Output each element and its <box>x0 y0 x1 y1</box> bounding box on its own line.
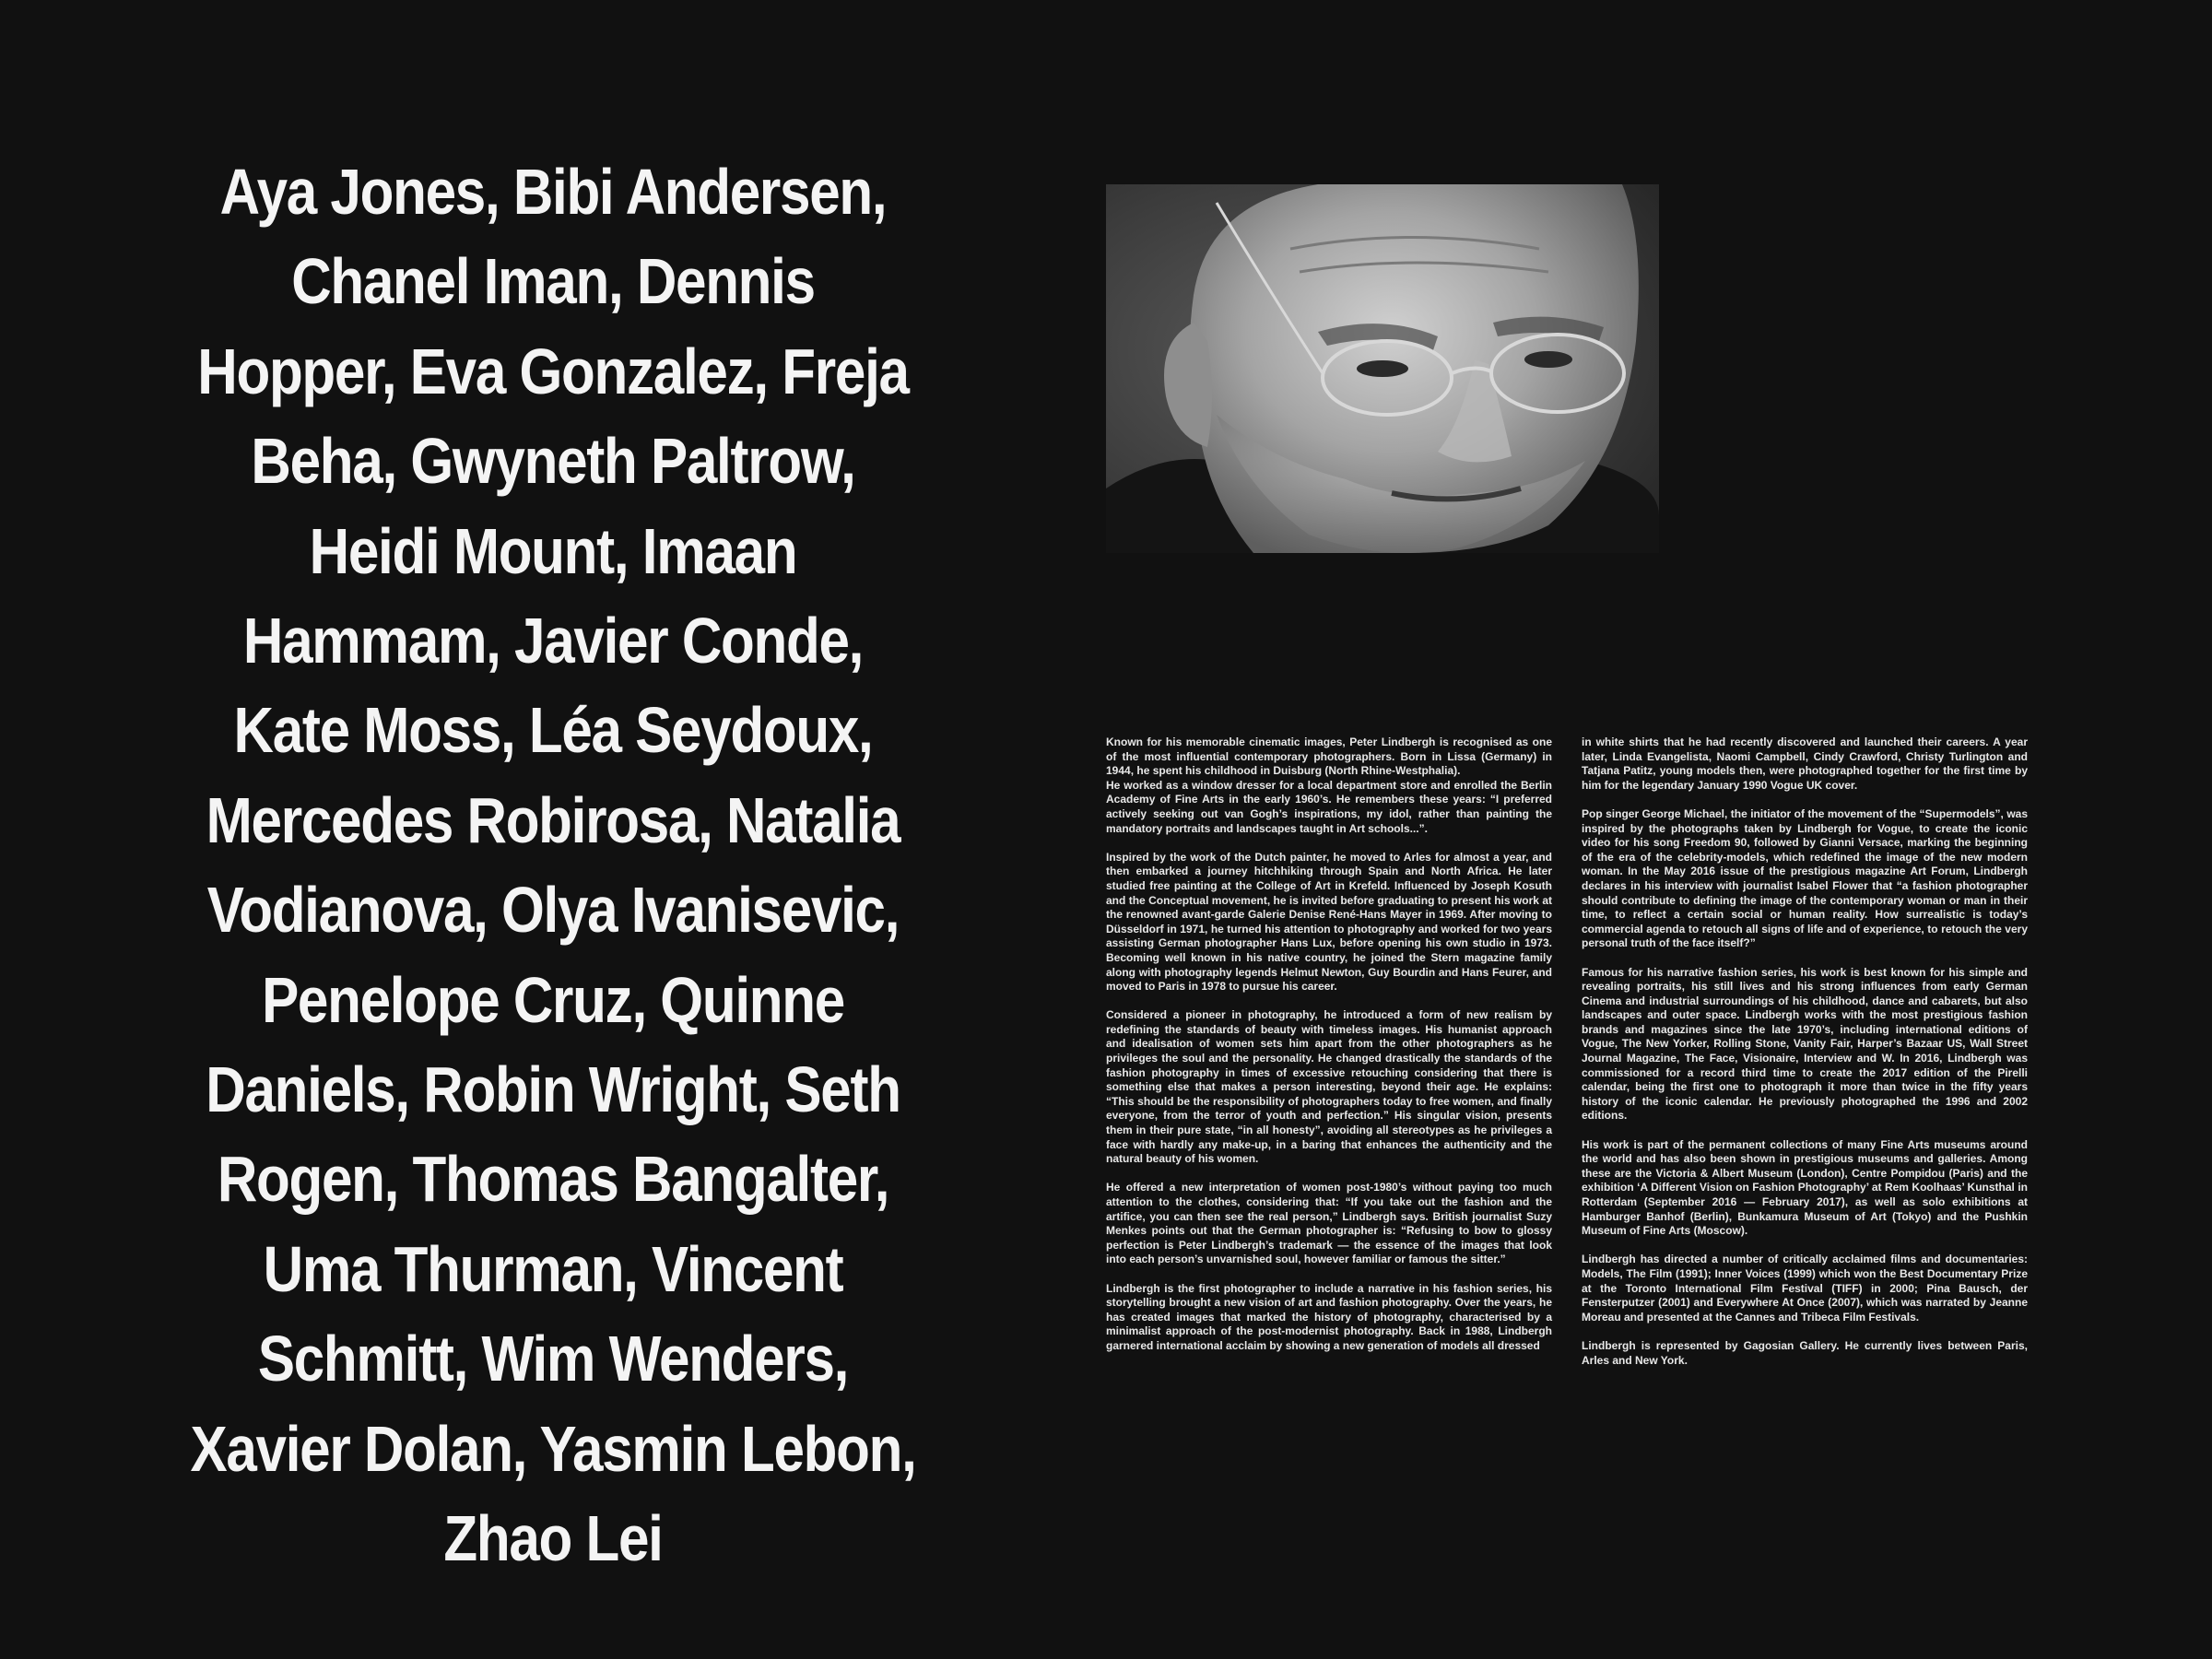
bio-paragraph: He offered a new interpretation of women post-1980’s without paying too much attention to the clothes, considering that: “If you take out the fashion and the artifice, you can then see the real person,” Lindbergh says. British journalist Suzy Menkes points out that the German photographer is: “Refusing to bow to glossy perfection is Peter Lindbergh’s trademark — the essence of the images that look into each person’s unvarnished soul, however familiar or famous the sitter.” <box>1106 1181 1552 1266</box>
bio-paragraph: in white shirts that he had recently discovered and launched their careers. A year later, Linda Evangelista, Naomi Campbell, Cindy Crawford, Christy Turlington and Tatjana Patitz, young models then, were photographed together for the first time by him for the legendary January 1990 Vogue UK cover. <box>1582 735 2028 792</box>
bio-paragraph: Lindbergh is represented by Gagosian Gallery. He currently lives between Paris, Arles and New York. <box>1582 1338 2028 1367</box>
bio-column-left <box>1106 735 1552 1368</box>
bio-paragraph: Inspired by the work of the Dutch painter, he moved to Arles for almost a year, and then embarked a journey hitchhiking through Spain and North Africa. He later studied free painting at the College of Art in Krefeld. Influenced by Joseph Kosuth and the Conceptual movement, he is invited before graduating to present his work at the renowned avant-garde Galerie Denise René-Hans Mayer in 1969. After moving to Düsseldorf in 1971, he turned his attention to photography and worked for two years assisting German photographer Hans Lux, before opening his own studio in 1973. Becoming well known in his native country, he joined the Stern magazine family along with photography legends Helmut Newton, Guy Bourdin and Hans Feurer, and moved to Paris in 1978 to pursue his career. <box>1106 850 1552 994</box>
bio-column-right <box>1582 735 2028 1382</box>
bio-paragraph: Pop singer George Michael, the initiator of the movement of the “Supermodels”, was inspired by the photographs taken by Lindbergh for Vogue, to create the iconic video for his song Freedom 90, followed by Gianni Versace, marking the beginning of the era of the celebrity-models, which redefined the image of the new modern woman. In the May 2016 issue of the prestigious magazine Art Forum, Lindbergh declares in his interview with journalist Isabel Flower that “a fashion photographer should contribute to defining the image of the contemporary woman or man in their time, to reflect a certain social or human reality. How surrealistic is today’s commercial agenda to retouch all signs of life and of experience, to retouch the very personal truth of the face itself?” <box>1582 806 2028 950</box>
bio-paragraph: Lindbergh is the first photographer to include a narrative in his fashion series, his storytelling brought a new vision of art and fashion photography. Over the years, he has created images that marked the history of photography, characterised by a minimalist approach of the post-modernist photography. Back in 1988, Lindbergh garnered international acclaim by showing a new generation of models all dressed <box>1106 1281 1552 1352</box>
bio-paragraph: Considered a pioneer in photography, he introduced a form of new realism by redefining the standards of beauty with timeless images. His humanist approach and idealisation of women sets him apart from the other photographers as he privileges the soul and the personality. He changed drastically the standards of the fashion photography in times of excessive retouching considering that there is something else that makes a person interesting, beyond their age. He explains: “This should be the responsibility of photographers today to free women, and finally everyone, from the terror of youth and perfection.” His singular vision, presents them in their pure state, “in all honesty”, avoiding all stereotypes as he privileges a face with hardly any make-up, in a baring that enhances the authenticity and the natural beauty of his women. <box>1106 1008 1552 1166</box>
bio-paragraph: Lindbergh has directed a number of critically acclaimed films and documentaries: Models, The Film (1991); Inner Voices (1999) which won the Best Documentary Prize at the Toronto International Film Festival (TIFF) in 2000; Pina Bausch, der Fensterputzer (2001) and Everywhere At Once (2007), which was narrated by Jeanne Moreau and presented at the Cannes and Tribeca Film Festivals. <box>1582 1253 2028 1324</box>
portrait-photo <box>1106 184 1659 553</box>
portrait-photo-icon <box>1106 184 1659 553</box>
bio-paragraph: Famous for his narrative fashion series, his work is best known for his simple and revealing portraits, his still lives and his strong influences from early German Cinema and industrial surroundings of his childhood, dance and cabarets, but also landscapes and outer space. Lindbergh works with the most prestigious fashion brands and magazines since the late 1970’s, including international editions of Vogue, The New Yorker, Rolling Stone, Vanity Fair, Harper’s Bazaar US, Wall Street Journal Magazine, The Face, Visionaire, Interview and W. In 2016, Lindbergh was commissioned for a record third time to create the 2017 edition of the Pirelli calendar, being the first one to photograph it more than twice in the fifty years history of the iconic calendar. He previously photographed the 1996 and 2002 editions. <box>1582 965 2028 1123</box>
names-list: Aya Jones, Bibi Andersen, Chanel Iman, Dennis Hopper, Eva Gonzalez, Freja Beha, Gwyneth Paltrow, Heidi Mount, Imaan Hammam, Javier Conde, Kate Moss, Léa Seydoux, Mercedes Robirosa, Natalia Vodianova, Olya Ivanisevic, Penelope Cruz, Quinne Daniels, Robin Wright, Seth Rogen, Thomas Bangalter, Uma Thurman, Vincent Schmitt, Wim Wenders, Xavier Dolan, Yasmin Lebon, Zhao Lei <box>190 156 916 1575</box>
bio-paragraph: His work is part of the permanent collections of many Fine Arts museums around the world and has also been shown in prestigious museums and galleries. Among these are the Victoria & Albert Museum (London), Centre Pompidou (Paris) and the exhibition ‘A Different Vision on Fashion Photography’ at Rem Koolhaas’ Kunsthal in Rotterdam (September 2016 — February 2017), as well as solo exhibitions at Hamburger Banhof (Berlin), Bunkamura Museum of Art (Tokyo) and the Pushkin Museum of Fine Arts (Moscow). <box>1582 1137 2028 1238</box>
bio-paragraph: He worked as a window dresser for a local department store and enrolled the Berlin Academy of Fine Arts in the early 1960’s. He remembers these years: “I preferred actively seeking out van Gogh’s inspirations, my idol, rather than painting the mandatory portraits and landscapes taught in Art schools...”. <box>1106 778 1552 835</box>
bio-paragraph: Known for his memorable cinematic images, Peter Lindbergh is recognised as one of the most influential contemporary photographers. Born in Lissa (Germany) in 1944, he spent his childhood in Duisburg (North Rhine-Westphalia). <box>1106 735 1552 778</box>
